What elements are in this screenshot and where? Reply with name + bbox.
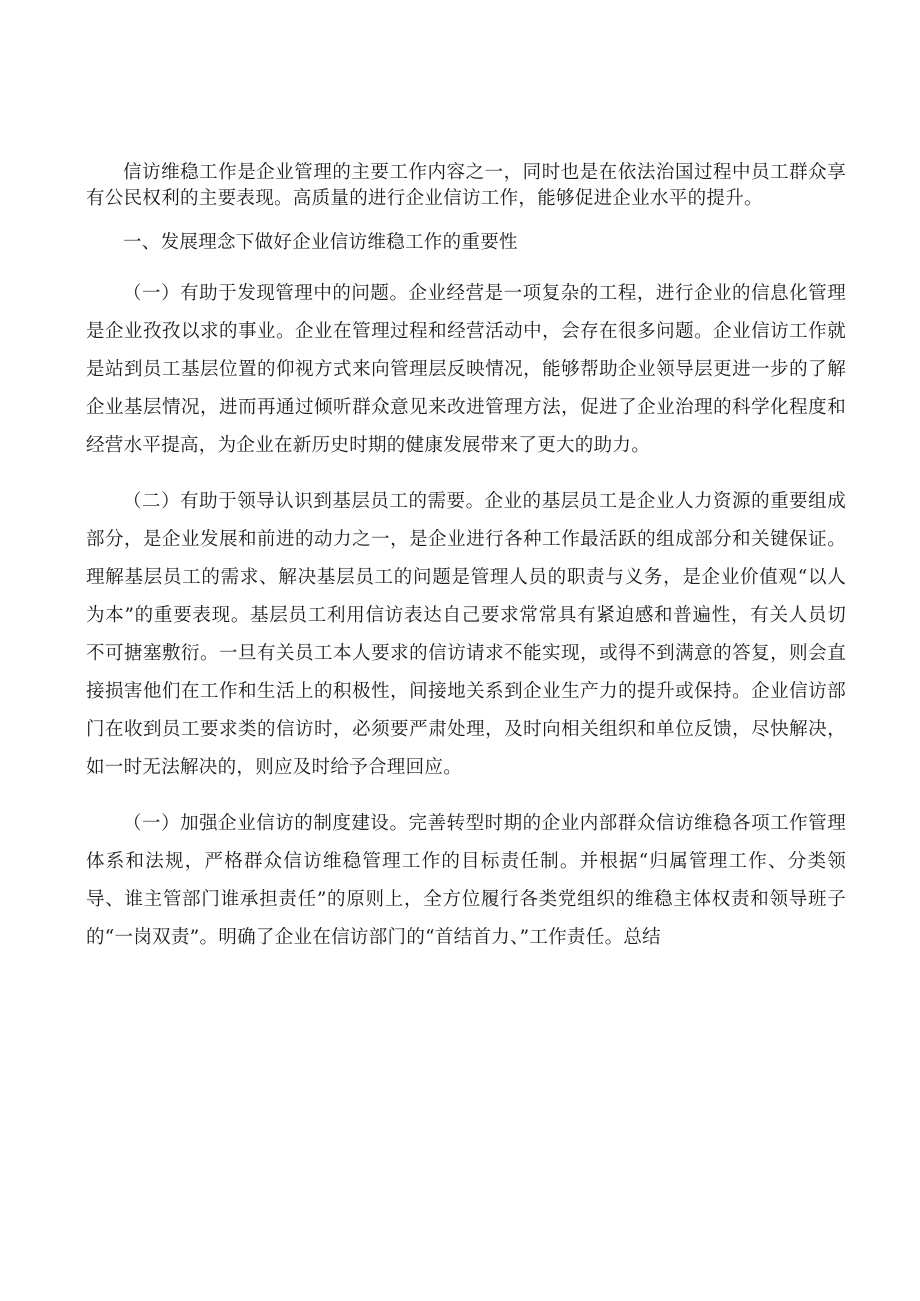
body-paragraph: （一）加强企业信访的制度建设。完善转型时期的企业内部群众信访维稳各项工作管理体系和法规，严格群众信访维稳管理工作的目标责任制。并根据“归属管理工作、分类领导、谁主管部门谁承担责任”的原则上，全方位履行各类党组织的维稳主体权责和领导班子的“一岗双责”。明确了企业在信访部门的“首结首力、”工作责任。总结 bbox=[86, 813, 846, 948]
body-paragraph: （一）有助于发现管理中的问题。企业经营是一项复杂的工程，进行企业的信息化管理是企业孜孜以求的事业。企业在管理过程和经营活动中，会存在很多问题。企业信访工作就是站到员工基层位置的仰视方式来向管理层反映情况，能够帮助企业领导层更进一步的了解企业基层情况，进而再通过倾听群众意见来改进管理方法，促进了企业治理的科学化程度和经营水平提高，为企业在新历史时期的健康发展带来了更大的助力。 bbox=[86, 283, 846, 456]
body-paragraph: （二）有助于领导认识到基层员工的需要。企业的基层员工是企业人力资源的重要组成部分，是企业发展和前进的动力之一，是企业进行各种工作最活跃的组成部分和关键保证。理解基层员工的需求、解决基层员工的问题是管理人员的职责与义务，是企业价值观“以人为本”的重要表现。基层员工利用信访表达自己要求常常具有紧迫感和普遍性，有关人员切不可搪塞敷衍。一旦有关员工本人要求的信访请求不能实现，或得不到满意的答复，则会直接损害他们在工作和生活上的积极性，间接地关系到企业生产力的提升或保持。企业信访部门在收到员工要求类的信访时，必须要严肃处理，及时向相关组织和单位反馈，尽快解决，如一时无法解决的，则应及时给予合理回应。 bbox=[86, 491, 846, 778]
intro-paragraph: 信访维稳工作是企业管理的主要工作内容之一，同时也是在依法治国过程中员工群众享有公民权利的主要表现。高质量的进行企业信访工作，能够促进企业水平的提升。 bbox=[86, 162, 846, 209]
document-page bbox=[86, 160, 846, 975]
section-heading: 一、发展理念下做好企业信访维稳工作的重要性 bbox=[123, 232, 518, 253]
